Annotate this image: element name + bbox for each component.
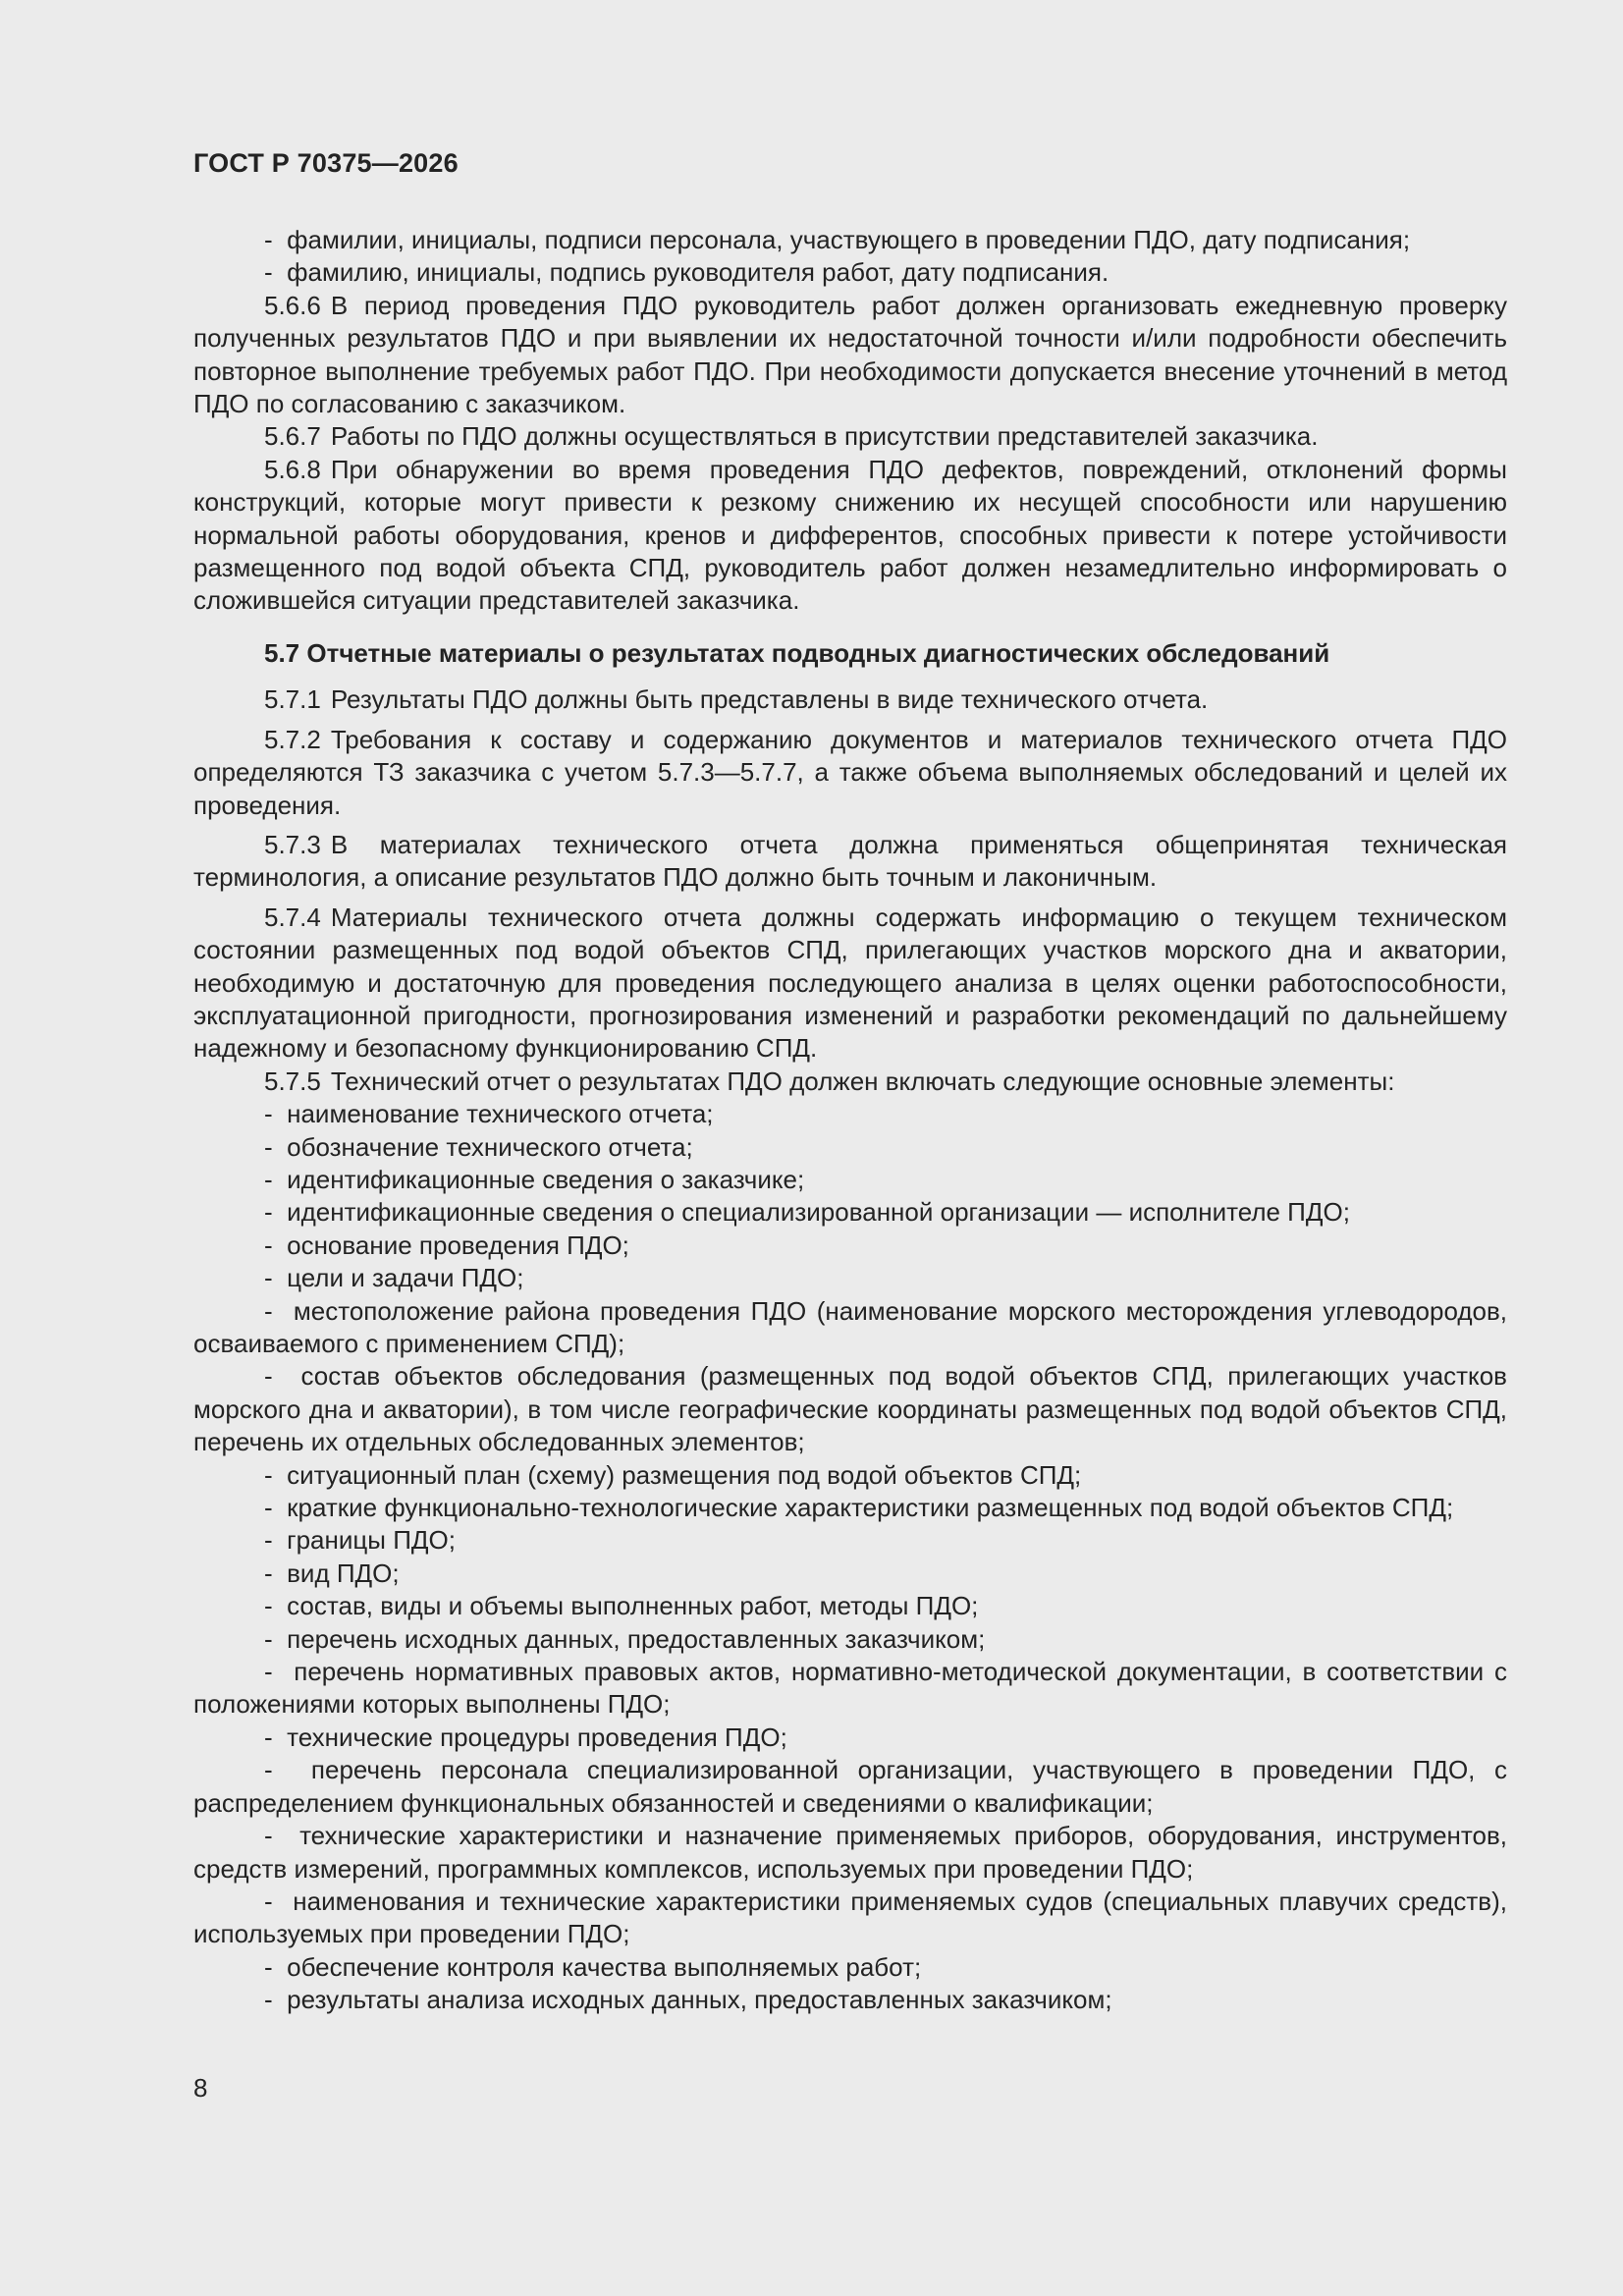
list-item: - основание проведения ПДО; bbox=[193, 1230, 1507, 1262]
list-item: - границы ПДО; bbox=[193, 1524, 1507, 1557]
paragraph-number: 5.6.7 bbox=[264, 421, 321, 452]
numbered-paragraph bbox=[193, 829, 1507, 895]
numbered-paragraph bbox=[193, 1066, 1507, 1098]
list-item: - наименования и технические характеристики применяемых судов (специальных плавучих средств), используемых при проведении ПДО; bbox=[193, 1886, 1507, 1951]
numbered-paragraph bbox=[193, 290, 1507, 421]
list-item: - вид ПДО; bbox=[193, 1558, 1507, 1590]
paragraph-text: Материалы технического отчета должны содержать информацию о текущем техническом состоянии размещенных под водой объектов СПД, прилегающих участков морского дна и акватории, необходимую и достаточную для проведения последующего анализа в целях оценки работоспособности, эксплуатационной пригодности, прогнозирования изменений и разработки рекомендаций по дальнейшему надежному и безопасному функционированию СПД. bbox=[193, 902, 1507, 1064]
list-item: - состав, виды и объемы выполненных работ, методы ПДО; bbox=[193, 1590, 1507, 1622]
list-item: - фамилию, инициалы, подпись руководителя работ, дату подписания. bbox=[193, 256, 1507, 289]
list-item: - перечень персонала специализированной организации, участвующего в проведении ПДО, с распределением функциональных обязанностей и сведениями о квалификации; bbox=[193, 1754, 1507, 1820]
list-item: - результаты анализа исходных данных, предоставленных заказчиком; bbox=[193, 1984, 1507, 2016]
list-item: - состав объектов обследования (размещенных под водой объектов СПД, прилегающих участков морского дна и акватории), в том числе географические координаты размещенных под водой объектов СПД, перечень их отдельных обследованных элементов; bbox=[193, 1360, 1507, 1458]
paragraph-text: Результаты ПДО должны быть представлены в виде технического отчета. bbox=[330, 684, 1209, 715]
section-heading: 5.7 Отчетные материалы о результатах подводных диагностических обследований bbox=[264, 637, 1330, 668]
paragraph-number: 5.7.2 bbox=[264, 724, 321, 754]
list-item: - обозначение технического отчета; bbox=[193, 1131, 1507, 1164]
paragraph-number: 5.7.5 bbox=[264, 1066, 321, 1096]
paragraph-number: 5.7.3 bbox=[264, 829, 321, 859]
paragraph-text: Требования к составу и содержанию документов и материалов технического отчета ПДО определяются ТЗ заказчика с учетом 5.7.3—5.7.7, а также объема выполняемых обследований и целей их проведения. bbox=[193, 724, 1507, 820]
paragraph-text: В материалах технического отчета должна применяться общепринятая техническая терминология, а описание результатов ПДО должно быть точным и лаконичным. bbox=[193, 829, 1507, 893]
paragraph-number: 5.6.8 bbox=[264, 454, 321, 484]
list-item: - цели и задачи ПДО; bbox=[193, 1262, 1507, 1294]
document-body bbox=[193, 224, 1507, 2017]
document-header: ГОСТ Р 70375—2026 bbox=[193, 148, 459, 178]
list-item: - краткие функционально-технологические характеристики размещенных под водой объектов СПД; bbox=[193, 1492, 1507, 1524]
list-item: - перечень нормативных правовых актов, нормативно-методической документации, в соответствии с положениями которых выполнены ПДО; bbox=[193, 1656, 1507, 1722]
paragraph-text: В период проведения ПДО руководитель работ должен организовать ежедневную проверку полученных результатов ПДО и при выявлении их недостаточной точности и/или подробности обеспечить повторное выполнение требуемых работ ПДО. При необходимости допускается внесение уточнений в метод ПДО по согласованию с заказчиком. bbox=[193, 290, 1507, 419]
paragraph-number: 5.7.1 bbox=[264, 684, 321, 715]
list-item: - идентификационные сведения о заказчике; bbox=[193, 1164, 1507, 1196]
list-item: - идентификационные сведения о специализированной организации — исполнителе ПДО; bbox=[193, 1196, 1507, 1229]
numbered-paragraph bbox=[193, 724, 1507, 822]
paragraph-number: 5.7.4 bbox=[264, 902, 321, 932]
paragraph-text: Работы по ПДО должны осуществляться в присутствии представителей заказчика. bbox=[330, 421, 1319, 452]
numbered-paragraph bbox=[193, 902, 1507, 1066]
paragraph-number: 5.6.6 bbox=[264, 290, 321, 320]
list-item: - наименование технического отчета; bbox=[193, 1098, 1507, 1130]
numbered-paragraph bbox=[193, 420, 1507, 453]
list-item: - фамилии, инициалы, подписи персонала, участвующего в проведении ПДО, дату подписания; bbox=[193, 224, 1507, 256]
page-number: 8 bbox=[193, 2073, 208, 2103]
paragraph-text: При обнаружении во время проведения ПДО дефектов, повреждений, отклонений формы конструкций, которые могут привести к резкому снижению их несущей способности или нарушению нормальной работы оборудования, кренов и дифферентов, способных привести к потере устойчивости размещенного под водой объекта СПД, руководитель работ должен незамедлительно информировать о сложившейся ситуации представителей заказчика. bbox=[193, 454, 1507, 616]
list-item: - перечень исходных данных, предоставленных заказчиком; bbox=[193, 1623, 1507, 1656]
list-item: - ситуационный план (схему) размещения под водой объектов СПД; bbox=[193, 1459, 1507, 1492]
paragraph-text: Технический отчет о результатах ПДО должен включать следующие основные элементы: bbox=[330, 1066, 1395, 1096]
list-item: - технические процедуры проведения ПДО; bbox=[193, 1722, 1507, 1754]
list-item: - технические характеристики и назначение применяемых приборов, оборудования, инструментов, средств измерений, программных комплексов, используемых при проведении ПДО; bbox=[193, 1820, 1507, 1886]
list-item: - обеспечение контроля качества выполняемых работ; bbox=[193, 1951, 1507, 1984]
numbered-paragraph bbox=[193, 454, 1507, 618]
numbered-paragraph bbox=[193, 683, 1507, 716]
list-item: - местоположение района проведения ПДО (наименование морского месторождения углеводородов, осваиваемого с применением СПД); bbox=[193, 1295, 1507, 1361]
